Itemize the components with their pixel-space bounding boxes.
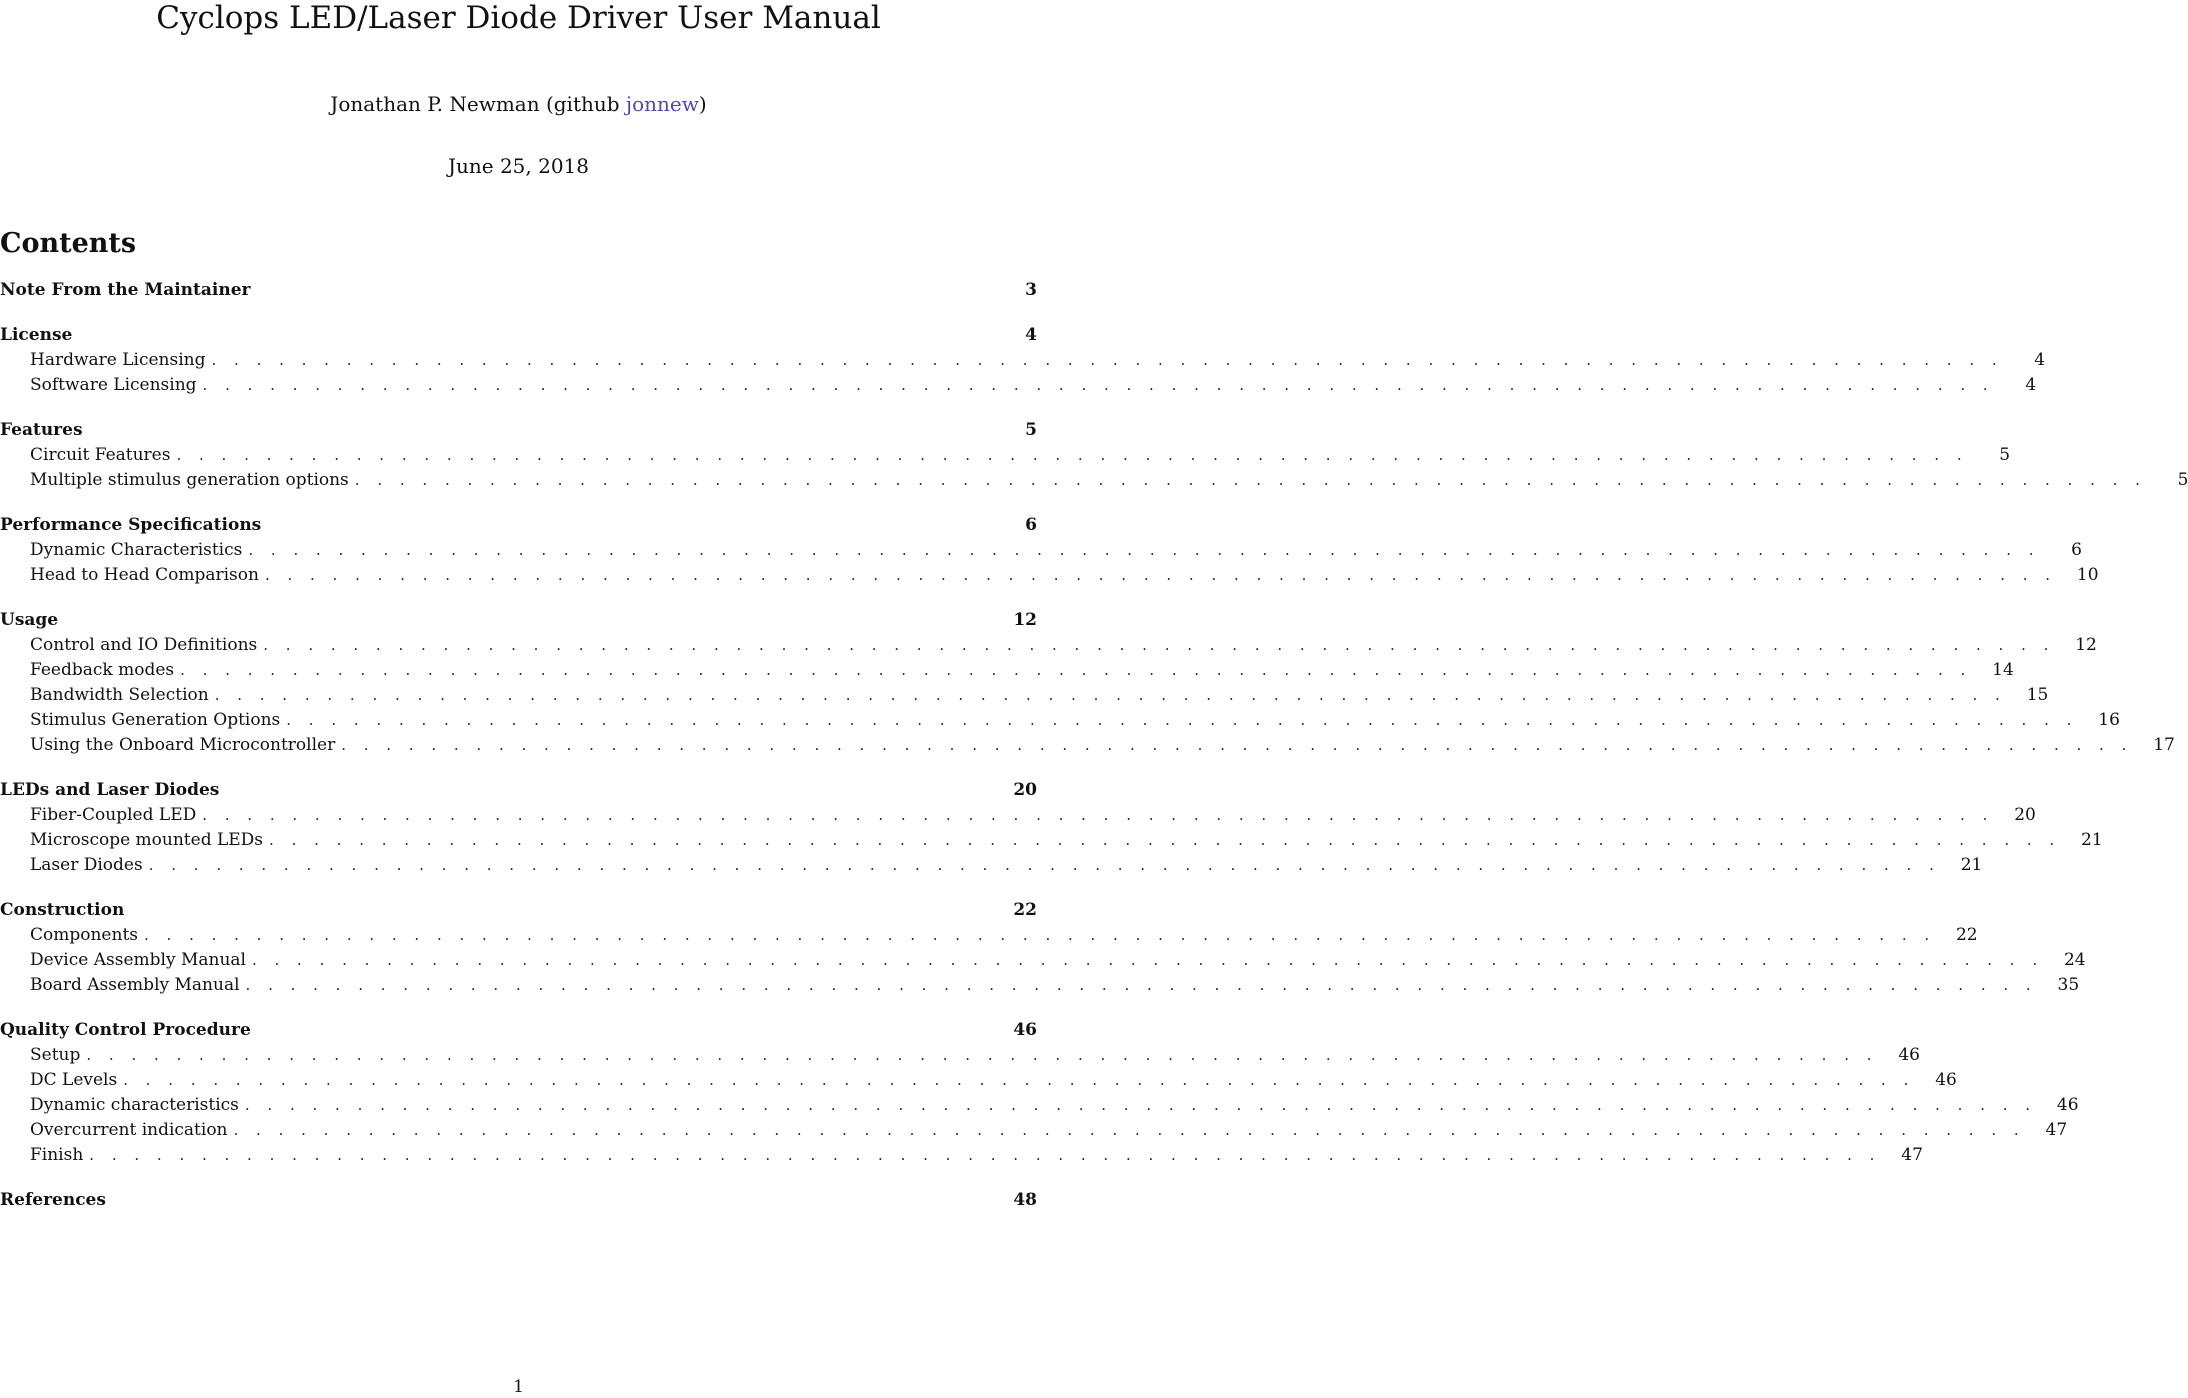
toc-subsection-page: 47 <box>2045 1120 2068 1140</box>
toc-subsection-entry[interactable] <box>0 925 1978 950</box>
toc-subsection-entry[interactable] <box>0 950 2086 975</box>
toc-dot-leader: . . . . . . . . . . . . . . . . . . . . . . . . . . . . . . . . . . . . . . . . . . . . . . . . . . . . . . . . . . . . . . . . . . . . . . . . . . . . . . . . <box>180 661 1972 679</box>
toc-subsection-title: Finish <box>30 1145 84 1165</box>
contents-heading: Contents <box>0 228 137 259</box>
toc-section-entry[interactable] <box>0 325 1037 350</box>
toc-section-entry[interactable] <box>0 780 1037 805</box>
toc-section-entry[interactable] <box>0 1190 1037 1215</box>
toc-section-page: 20 <box>1013 780 1037 800</box>
toc-subsection-title: Hardware Licensing <box>30 350 206 370</box>
toc-section-title: Note From the Maintainer <box>0 280 251 300</box>
toc-subsection-title: Fiber-Coupled LED <box>30 805 197 825</box>
toc-subsection-page: 21 <box>1960 855 1983 875</box>
toc-subsection-page: 4 <box>2025 375 2037 395</box>
toc-subsection-page: 46 <box>1935 1070 1957 1090</box>
toc-subsection-entry[interactable] <box>0 685 2049 710</box>
toc-subsection-page: 46 <box>2056 1095 2079 1115</box>
toc-section-page: 46 <box>1013 1020 1037 1040</box>
toc-section <box>0 325 2046 400</box>
toc-subsection-entry[interactable] <box>0 660 2014 685</box>
toc-subsection-entry[interactable] <box>0 350 2046 375</box>
toc-section-title: License <box>0 325 73 345</box>
toc-section <box>0 780 2103 880</box>
toc-dot-leader: . . . . . . . . . . . . . . . . . . . . . . . . . . . . . . . . . . . . . . . . . . . . . . . . . . . . . . . . . . . . . . . . . . . . . . . . . . . . . . . . <box>202 376 1995 394</box>
toc-subsection-title: Microscope mounted LEDs <box>30 830 264 850</box>
toc-subsection-title: Laser Diodes <box>30 855 143 875</box>
toc-subsection-title: Head to Head Comparison <box>30 565 259 585</box>
toc-subsection-title: Components <box>30 925 138 945</box>
toc-section <box>0 1020 2079 1170</box>
toc-section-title: LEDs and Laser Diodes <box>0 780 220 800</box>
toc-subsection-page: 47 <box>1901 1145 1923 1165</box>
toc-subsection-entry[interactable] <box>0 470 2188 495</box>
toc-section-entry[interactable] <box>0 515 1037 540</box>
toc-subsection-title: Feedback modes <box>30 660 175 680</box>
toc-subsection-entry[interactable] <box>0 375 2037 400</box>
toc-subsection-entry[interactable] <box>0 805 2036 830</box>
toc-subsection-title: Control and IO Definitions <box>30 635 258 655</box>
toc-subsection-title: Using the Onboard Microcontroller <box>30 735 336 755</box>
toc-subsection-entry[interactable] <box>0 540 2082 565</box>
toc-subsection-entry[interactable] <box>0 1145 1923 1170</box>
toc-section-title: Quality Control Procedure <box>0 1020 251 1040</box>
toc-subsection-title: Overcurrent indication <box>30 1120 228 1140</box>
toc-subsection-title: Circuit Features <box>30 445 171 465</box>
toc-section-entry[interactable] <box>0 420 1037 445</box>
toc-subsection-entry[interactable] <box>0 830 2103 855</box>
toc-dot-leader: . . . . . . . . . . . . . . . . . . . . . . . . . . . . . . . . . . . . . . . . . . . . . . . . . . . . . . . . . . . . . . . . . . . . . . . . . . . . . . . . <box>248 541 2040 559</box>
toc-section-title: Construction <box>0 900 125 920</box>
toc-subsection-page: 4 <box>2034 350 2046 370</box>
toc-section-page: 6 <box>1025 515 1037 535</box>
toc-dot-leader: . . . . . . . . . . . . . . . . . . . . . . . . . . . . . . . . . . . . . . . . . . . . . . . . . . . . . . . . . . . . . . . . . . . . . . . . . . . . . . . . <box>244 1096 2037 1114</box>
toc-subsection-entry[interactable] <box>0 565 2099 590</box>
toc-subsection-page: 17 <box>2153 735 2175 755</box>
toc-subsection-page: 5 <box>1999 445 2011 465</box>
toc-dot-leader: . . . . . . . . . . . . . . . . . . . . . . . . . . . . . . . . . . . . . . . . . . . . . . . . . . . . . . . . . . . . . . . . . . . . . . . . . . . . . . . . <box>286 711 2078 729</box>
toc-section-title: References <box>0 1190 106 1210</box>
author-line <box>0 90 1037 118</box>
toc-section <box>0 420 2188 495</box>
toc-dot-leader: . . . . . . . . . . . . . . . . . . . . . . . . . . . . . . . . . . . . . . . . . . . . . . . . . . . . . . . . . . . . . . . . . . . . . . . . . . . . . . . . <box>341 736 2133 754</box>
document-date: June 25, 2018 <box>447 154 590 178</box>
toc-subsection-page: 24 <box>2063 950 2086 970</box>
toc-dot-leader: . . . . . . . . . . . . . . . . . . . . . . . . . . . . . . . . . . . . . . . . . . . . . . . . . . . . . . . . . . . . . . . . . . . . . . . . . . . . . . . . <box>89 1146 1881 1164</box>
toc-subsection-page: 20 <box>2014 805 2036 825</box>
toc-subsection-page: 46 <box>1898 1045 1920 1065</box>
toc-subsection-page: 21 <box>2081 830 2103 850</box>
toc-section-title: Features <box>0 420 83 440</box>
toc-dot-leader: . . . . . . . . . . . . . . . . . . . . . . . . . . . . . . . . . . . . . . . . . . . . . . . . . . . . . . . . . . . . . . . . . . . . . . . . . . . . . . . . <box>354 471 2147 489</box>
toc-section <box>0 900 2086 1000</box>
toc-subsection-page: 16 <box>2098 710 2120 730</box>
page-number: 1 <box>513 1377 524 1397</box>
toc-dot-leader: . . . . . . . . . . . . . . . . . . . . . . . . . . . . . . . . . . . . . . . . . . . . . . . . . . . . . . . . . . . . . . . . . . . . . . . . . . . . . . . . <box>123 1071 1915 1089</box>
toc-dot-leader: . . . . . . . . . . . . . . . . . . . . . . . . . . . . . . . . . . . . . . . . . . . . . . . . . . . . . . . . . . . . . . . . . . . . . . . . . . . . . . . . <box>176 446 1969 464</box>
toc-section-page: 5 <box>1025 420 1037 440</box>
toc-subsection-title: Multiple stimulus generation options <box>30 470 349 490</box>
toc-section-entry[interactable] <box>0 610 1037 635</box>
toc-subsection-page: 10 <box>2076 565 2099 585</box>
toc-subsection-title: Software Licensing <box>30 375 197 395</box>
toc-subsection-page: 22 <box>1955 925 1978 945</box>
toc-section-page: 22 <box>1013 900 1037 920</box>
table-of-contents <box>0 280 2188 1235</box>
toc-subsection-entry[interactable] <box>0 1095 2079 1120</box>
toc-subsection-title: Board Assembly Manual <box>30 975 240 995</box>
toc-subsection-entry[interactable] <box>0 855 1983 880</box>
toc-subsection-title: Dynamic Characteristics <box>30 540 243 560</box>
toc-subsection-title: Stimulus Generation Options <box>30 710 281 730</box>
toc-section-page: 48 <box>1013 1190 1037 1210</box>
author-suffix: ) <box>698 92 707 116</box>
toc-section-entry[interactable] <box>0 900 1037 925</box>
toc-dot-leader: . . . . . . . . . . . . . . . . . . . . . . . . . . . . . . . . . . . . . . . . . . . . . . . . . . . . . . . . . . . . . . . . . . . . . . . . . . . . . . . . <box>263 636 2055 654</box>
toc-section <box>0 610 2175 760</box>
toc-subsection-title: Bandwidth Selection <box>30 685 209 705</box>
toc-subsection-entry[interactable] <box>0 1120 2068 1145</box>
toc-dot-leader: . . . . . . . . . . . . . . . . . . . . . . . . . . . . . . . . . . . . . . . . . . . . . . . . . . . . . . . . . . . . . . . . . . . . . . . . . . . . . . . . <box>264 566 2057 584</box>
toc-subsection-title: DC Levels <box>30 1070 118 1090</box>
toc-dot-leader: . . . . . . . . . . . . . . . . . . . . . . . . . . . . . . . . . . . . . . . . . . . . . . . . . . . . . . . . . . . . . . . . . . . . . . . . . . . . . . . . <box>251 951 2044 969</box>
toc-subsection-title: Dynamic characteristics <box>30 1095 239 1115</box>
toc-subsection-entry[interactable] <box>0 1070 1957 1095</box>
toc-section-page: 4 <box>1025 325 1037 345</box>
toc-section-page: 3 <box>1025 280 1037 300</box>
toc-subsection-page: 12 <box>2075 635 2097 655</box>
github-link[interactable]: jonnew <box>625 92 699 116</box>
document-title: Cyclops LED/Laser Diode Driver User Manual <box>156 0 881 36</box>
toc-subsection-title: Device Assembly Manual <box>30 950 246 970</box>
toc-subsection-page: 14 <box>1992 660 2014 680</box>
author-name: Jonathan P. Newman (github <box>330 92 626 116</box>
toc-section-entry[interactable] <box>0 280 1037 305</box>
toc-dot-leader: . . . . . . . . . . . . . . . . . . . . . . . . . . . . . . . . . . . . . . . . . . . . . . . . . . . . . . . . . . . . . . . . . . . . . . . . . . . . . . . . <box>211 351 2004 369</box>
toc-section <box>0 515 2099 590</box>
toc-section <box>0 280 1037 305</box>
toc-subsection-entry[interactable] <box>0 445 2011 470</box>
toc-subsection-entry[interactable] <box>0 735 2175 760</box>
toc-subsection-page: 6 <box>2071 540 2082 560</box>
toc-dot-leader: . . . . . . . . . . . . . . . . . . . . . . . . . . . . . . . . . . . . . . . . . . . . . . . . . . . . . . . . . . . . . . . . . . . . . . . . . . . . . . . . <box>86 1046 1878 1064</box>
toc-subsection-title: Setup <box>30 1045 81 1065</box>
toc-subsection-page: 15 <box>2026 685 2049 705</box>
toc-subsection-page: 5 <box>2177 470 2188 490</box>
toc-subsection-entry[interactable] <box>0 1045 1920 1070</box>
toc-section-title: Usage <box>0 610 59 630</box>
toc-section-entry[interactable] <box>0 1020 1037 1045</box>
toc-dot-leader: . . . . . . . . . . . . . . . . . . . . . . . . . . . . . . . . . . . . . . . . . . . . . . . . . . . . . . . . . . . . . . . . . . . . . . . . . . . . . . . . <box>269 831 2061 849</box>
toc-dot-leader: . . . . . . . . . . . . . . . . . . . . . . . . . . . . . . . . . . . . . . . . . . . . . . . . . . . . . . . . . . . . . . . . . . . . . . . . . . . . . . . . <box>214 686 2007 704</box>
toc-dot-leader: . . . . . . . . . . . . . . . . . . . . . . . . . . . . . . . . . . . . . . . . . . . . . . . . . . . . . . . . . . . . . . . . . . . . . . . . . . . . . . . . <box>245 976 2038 994</box>
toc-subsection-entry[interactable] <box>0 635 2097 660</box>
toc-subsection-page: 35 <box>2057 975 2080 995</box>
toc-section-page: 12 <box>1013 610 1037 630</box>
toc-dot-leader: . . . . . . . . . . . . . . . . . . . . . . . . . . . . . . . . . . . . . . . . . . . . . . . . . . . . . . . . . . . . . . . . . . . . . . . . . . . . . . . . <box>202 806 1994 824</box>
toc-section-title: Performance Specifications <box>0 515 262 535</box>
toc-subsection-entry[interactable] <box>0 710 2120 735</box>
toc-dot-leader: . . . . . . . . . . . . . . . . . . . . . . . . . . . . . . . . . . . . . . . . . . . . . . . . . . . . . . . . . . . . . . . . . . . . . . . . . . . . . . . . <box>144 926 1936 944</box>
toc-section <box>0 1190 1037 1215</box>
toc-subsection-entry[interactable] <box>0 975 2080 1000</box>
toc-dot-leader: . . . . . . . . . . . . . . . . . . . . . . . . . . . . . . . . . . . . . . . . . . . . . . . . . . . . . . . . . . . . . . . . . . . . . . . . . . . . . . . . <box>233 1121 2026 1139</box>
toc-dot-leader: . . . . . . . . . . . . . . . . . . . . . . . . . . . . . . . . . . . . . . . . . . . . . . . . . . . . . . . . . . . . . . . . . . . . . . . . . . . . . . . . <box>148 856 1941 874</box>
